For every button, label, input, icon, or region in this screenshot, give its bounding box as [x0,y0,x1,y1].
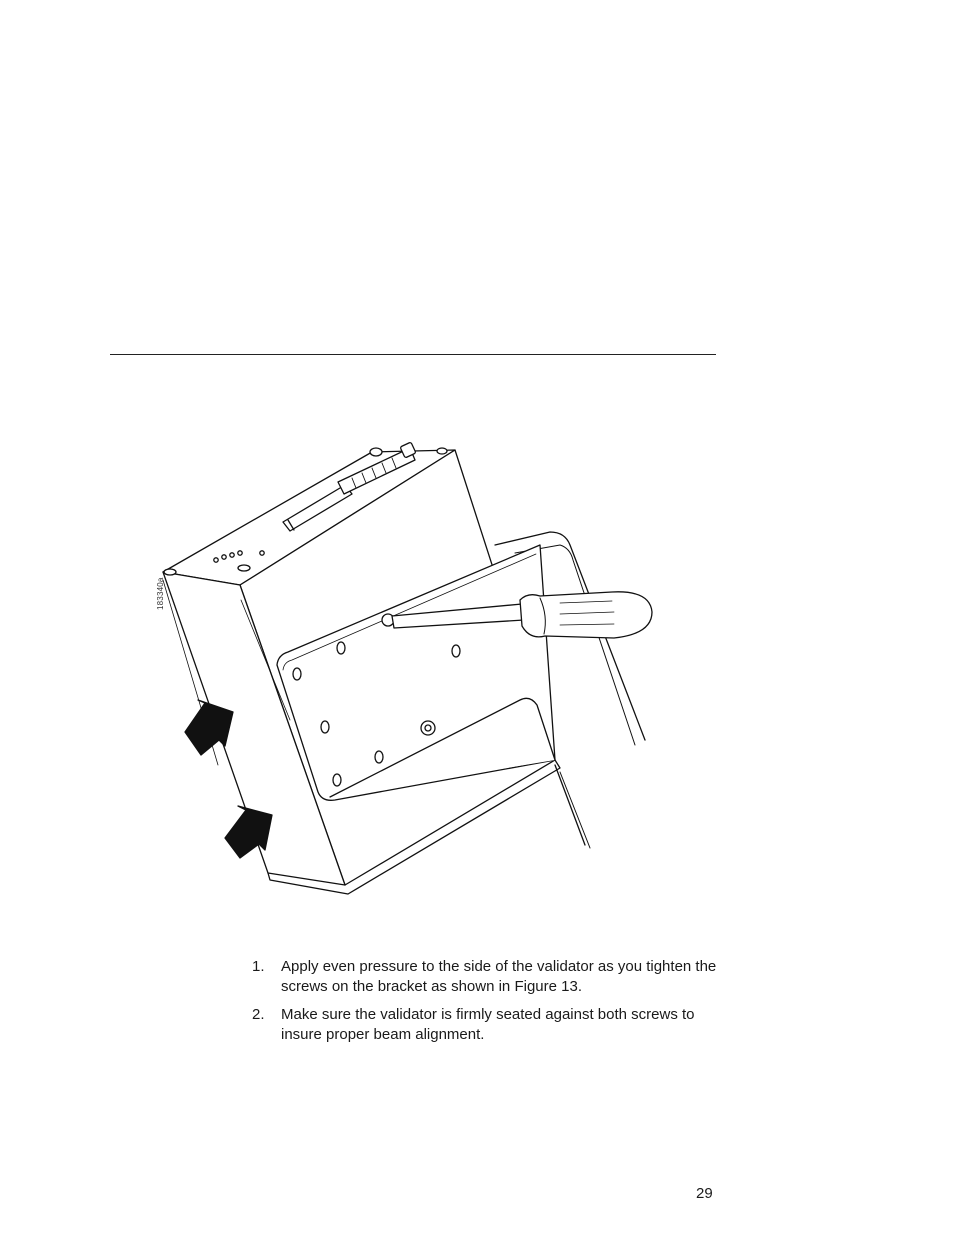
instruction-list [252,957,722,1053]
step-number: 1. [252,958,265,975]
validator-mounting-illustration [150,430,670,910]
figure-id-label: 183340a [156,577,165,610]
step-text: Make sure the validator is firmly seated against both screws to insure proper beam alignment. [281,1006,695,1043]
list-item [252,1005,722,1045]
page-number: 29 [696,1185,713,1202]
step-number: 2. [252,1006,265,1023]
list-item [252,957,722,997]
step-text: Apply even pressure to the side of the validator as you tighten the screws on the bracket as shown in Figure 13. [281,958,717,995]
section-divider [110,354,716,355]
